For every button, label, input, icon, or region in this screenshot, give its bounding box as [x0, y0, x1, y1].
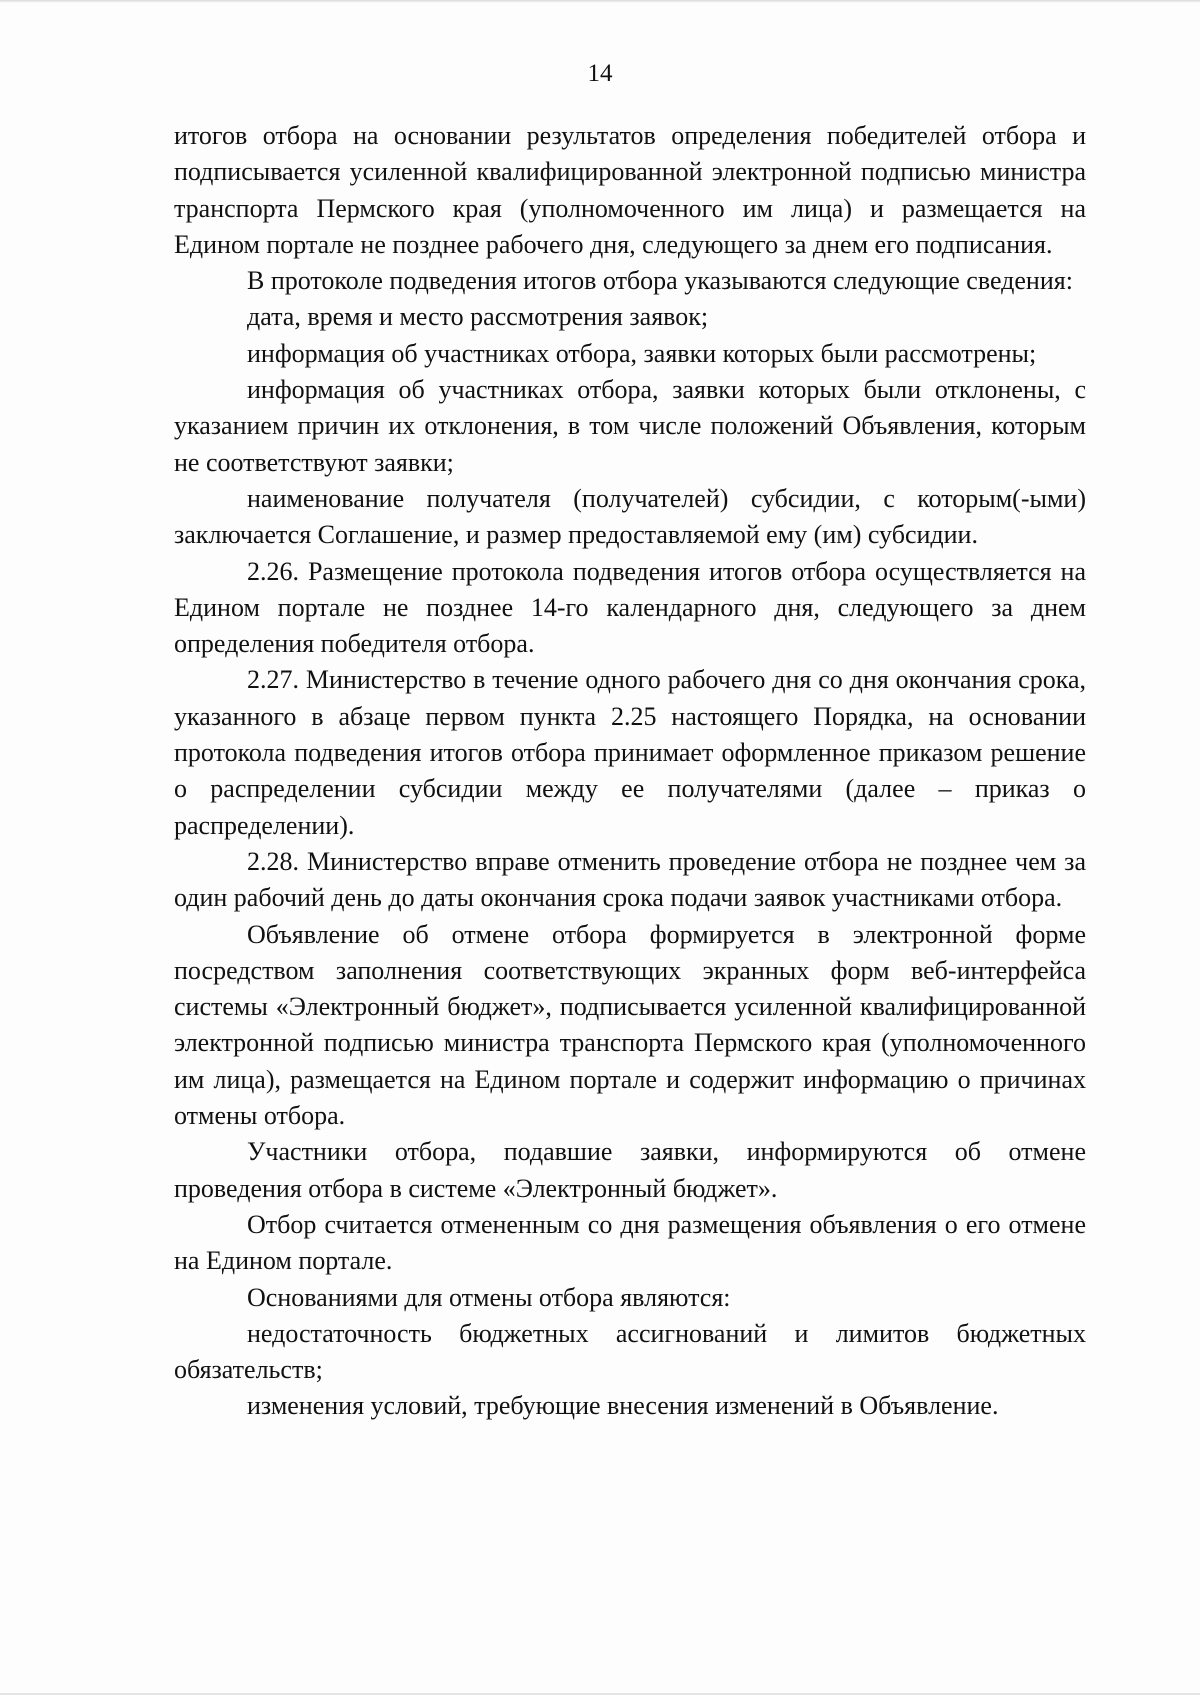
paragraph-cancellation-grounds: Основаниями для отмены отбора являются: [247, 1282, 731, 1312]
paragraph-cancellation-effective: Отбор считается отмененным со дня размещения объявления о его отмене на Едином портале. [174, 1209, 1086, 1276]
paragraph-cancellation-notice: Объявление об отмене отбора формируется в электронной форме посредством заполнения соответствующих экранных форм веб-интерфейса системы «Электронный бюджет», подписывается усиленной квалифицированной электронной подписью министра транспорта Пермского края (уполномоченного им лица), размещается на Едином портале и содержит информацию о причинах отмены отбора. [174, 919, 1086, 1131]
list-item-insufficient-budget: недостаточность бюджетных ассигнований и лимитов бюджетных обязательств; [174, 1318, 1086, 1385]
list-item-changed-conditions: изменения условий, требующие внесения изменений в Объявление. [247, 1391, 999, 1421]
list-item-rejected-participants: информация об участниках отбора, заявки которых были отклонены, с указанием причин их отклонения, в том числе положений Объявления, которым не соответствуют заявки; [174, 375, 1086, 477]
scan-edge-top [0, 0, 1200, 3]
paragraph-continuation: итогов отбора на основании результатов определения победителей отбора и подписывается усиленной квалифицированной электронной подписью министра транспорта Пермского края (уполномоченного им лица) и размещается на Едином портале не позднее рабочего дня, следующего за днем его подписания. [174, 121, 1086, 259]
list-item-reviewed-participants: информация об участниках отбора, заявки которых были рассмотрены; [247, 338, 1037, 368]
paragraph-protocol-contents: В протоколе подведения итогов отбора указываются следующие сведения: [247, 266, 1073, 296]
page-number: 14 [587, 60, 613, 87]
paragraph-participants-informed: Участники отбора, подавшие заявки, информируются об отмене проведения отбора в системе «Электронный бюджет». [174, 1137, 1086, 1203]
list-item-recipient-name: наименование получателя (получателей) субсидии, с которым(-ыми) заключается Соглашение, и размер предоставляемой ему (им) субсидии. [174, 483, 1086, 550]
document-body [174, 118, 1086, 1425]
paragraph-2-26: 2.26. Размещение протокола подведения итогов отбора осуществляется на Едином портале не позднее 14-го календарного дня, следующего за днем определения победителя отбора. [174, 556, 1086, 659]
paragraph-2-27: 2.27. Министерство в течение одного рабочего дня со дня окончания срока, указанного в абзаце первом пункта 2.25 настоящего Порядка, на основании протокола подведения итогов отбора принимает оформленное приказом решение о распределении субсидии между ее получателями (далее – приказ о распределении). [174, 665, 1086, 840]
list-item-date-time-place: дата, время и место рассмотрения заявок; [247, 302, 709, 332]
paragraph-2-28: 2.28. Министерство вправе отменить проведение отбора не позднее чем за один рабочий день до даты окончания срока подачи заявок участниками отбора. [174, 846, 1086, 913]
